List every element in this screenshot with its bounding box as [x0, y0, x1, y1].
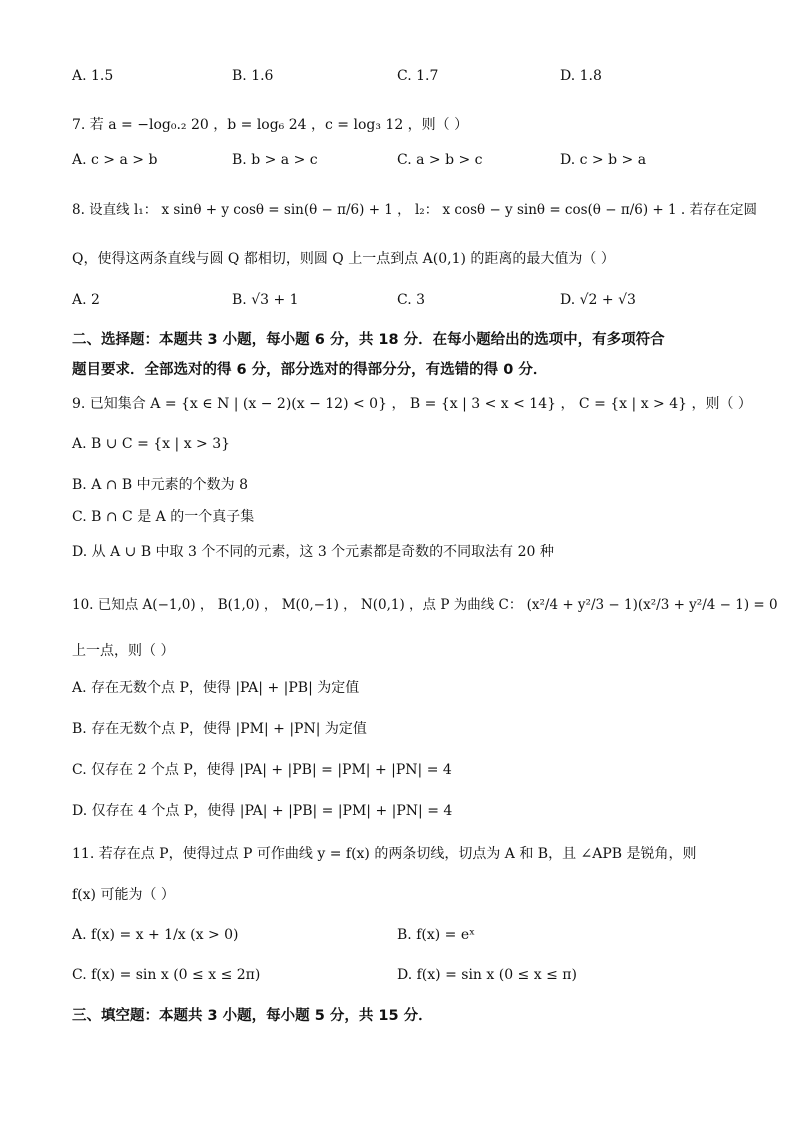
q11-stem: 11. 若存在点 P，使得过点 P 可作曲线 y = f(x) 的两条切线，切点为 A 和 B，且 ∠APB 是锐角，则	[72, 846, 697, 862]
q11-options-row2	[72, 967, 722, 989]
q11-option-c: C. f(x) = sin x (0 ≤ x ≤ 2π)	[72, 967, 261, 983]
q7-stem: 7. 若 a = −log₀.₂ 20 ，b = log₆ 24 ，c = log₃ 12 ，则（ ）	[72, 117, 469, 133]
q8-stem-line1: 8. 设直线 l₁： x sinθ + y cosθ = sin(θ − π/6) + 1 ， l₂： x cosθ − y sinθ = cos(θ − π/6) + 1 . 若存在定圆	[72, 202, 757, 218]
section3-heading: 三、填空题：本题共 3 小题，每小题 5 分，共 15 分．	[72, 1008, 433, 1024]
q10-stem-line2: 上一点，则（ ）	[72, 643, 175, 659]
q10-stem: 10. 已知点 A(−1,0) ， B(1,0) ， M(0,−1) ， N(0,1) ，点 P 为曲线 C： (x²/4 + y²/3 − 1)(x²/3 + y²/4 − 1) = 0	[72, 597, 778, 613]
q10-option-a: A. 存在无数个点 P，使得 |PA| + |PB| 为定值	[72, 680, 360, 696]
q8-option-a: A. 2	[72, 292, 100, 308]
q6-options	[72, 68, 722, 90]
q7-options	[72, 152, 722, 174]
q6-option-c: C. 1.7	[397, 68, 439, 84]
q11-option-b: B. f(x) = eˣ	[397, 927, 476, 943]
q9-option-b: B. A ∩ B 中元素的个数为 8	[72, 477, 249, 493]
q9-option-c: C. B ∩ C 是 A 的一个真子集	[72, 509, 255, 525]
q6-option-a: A. 1.5	[72, 68, 114, 84]
q6-option-b: B. 1.6	[232, 68, 274, 84]
q8-stem-line2: Q，使得这两条直线与圆 Q 都相切，则圆 Q 上一点到点 A(0,1) 的距离的最大值为（ ）	[72, 251, 615, 267]
q11-option-d: D. f(x) = sin x (0 ≤ x ≤ π)	[397, 967, 577, 983]
section2-heading-line1: 二、选择题：本题共 3 小题，每小题 6 分，共 18 分．在每小题给出的选项中，有多项符合	[72, 332, 665, 348]
q8-option-d: D. √2 + √3	[560, 292, 636, 308]
q10-option-b: B. 存在无数个点 P，使得 |PM| + |PN| 为定值	[72, 721, 367, 737]
q9-option-a: A. B ∪ C = {x | x > 3}	[72, 436, 231, 452]
section2-heading-line2: 题目要求．全部选对的得 6 分，部分选对的得部分分，有选错的得 0 分．	[72, 362, 548, 378]
q11-option-a: A. f(x) = x + 1/x (x > 0)	[72, 927, 239, 943]
q8-options	[72, 292, 722, 314]
q10-option-d: D. 仅存在 4 个点 P，使得 |PA| + |PB| = |PM| + |PN| = 4	[72, 803, 453, 819]
q9-option-d: D. 从 A ∪ B 中取 3 个不同的元素，这 3 个元素都是奇数的不同取法有 20 种	[72, 544, 554, 560]
q7-option-c: C. a > b > c	[397, 152, 483, 168]
q7-option-b: B. b > a > c	[232, 152, 318, 168]
q6-option-d: D. 1.8	[560, 68, 602, 84]
q8-option-c: C. 3	[397, 292, 426, 308]
q11-options-row1	[72, 927, 722, 949]
q7-option-d: D. c > b > a	[560, 152, 647, 168]
q9-stem: 9. 已知集合 A = {x ∈ N | (x − 2)(x − 12) < 0} ， B = {x | 3 < x < 14} ， C = {x | x > 4} ，则（ ）	[72, 396, 752, 412]
q10-option-c: C. 仅存在 2 个点 P，使得 |PA| + |PB| = |PM| + |PN| = 4	[72, 762, 452, 778]
q7-option-a: A. c > a > b	[72, 152, 158, 168]
q8-option-b: B. √3 + 1	[232, 292, 299, 308]
q11-stem-line2: f(x) 可能为（ ）	[72, 887, 175, 903]
